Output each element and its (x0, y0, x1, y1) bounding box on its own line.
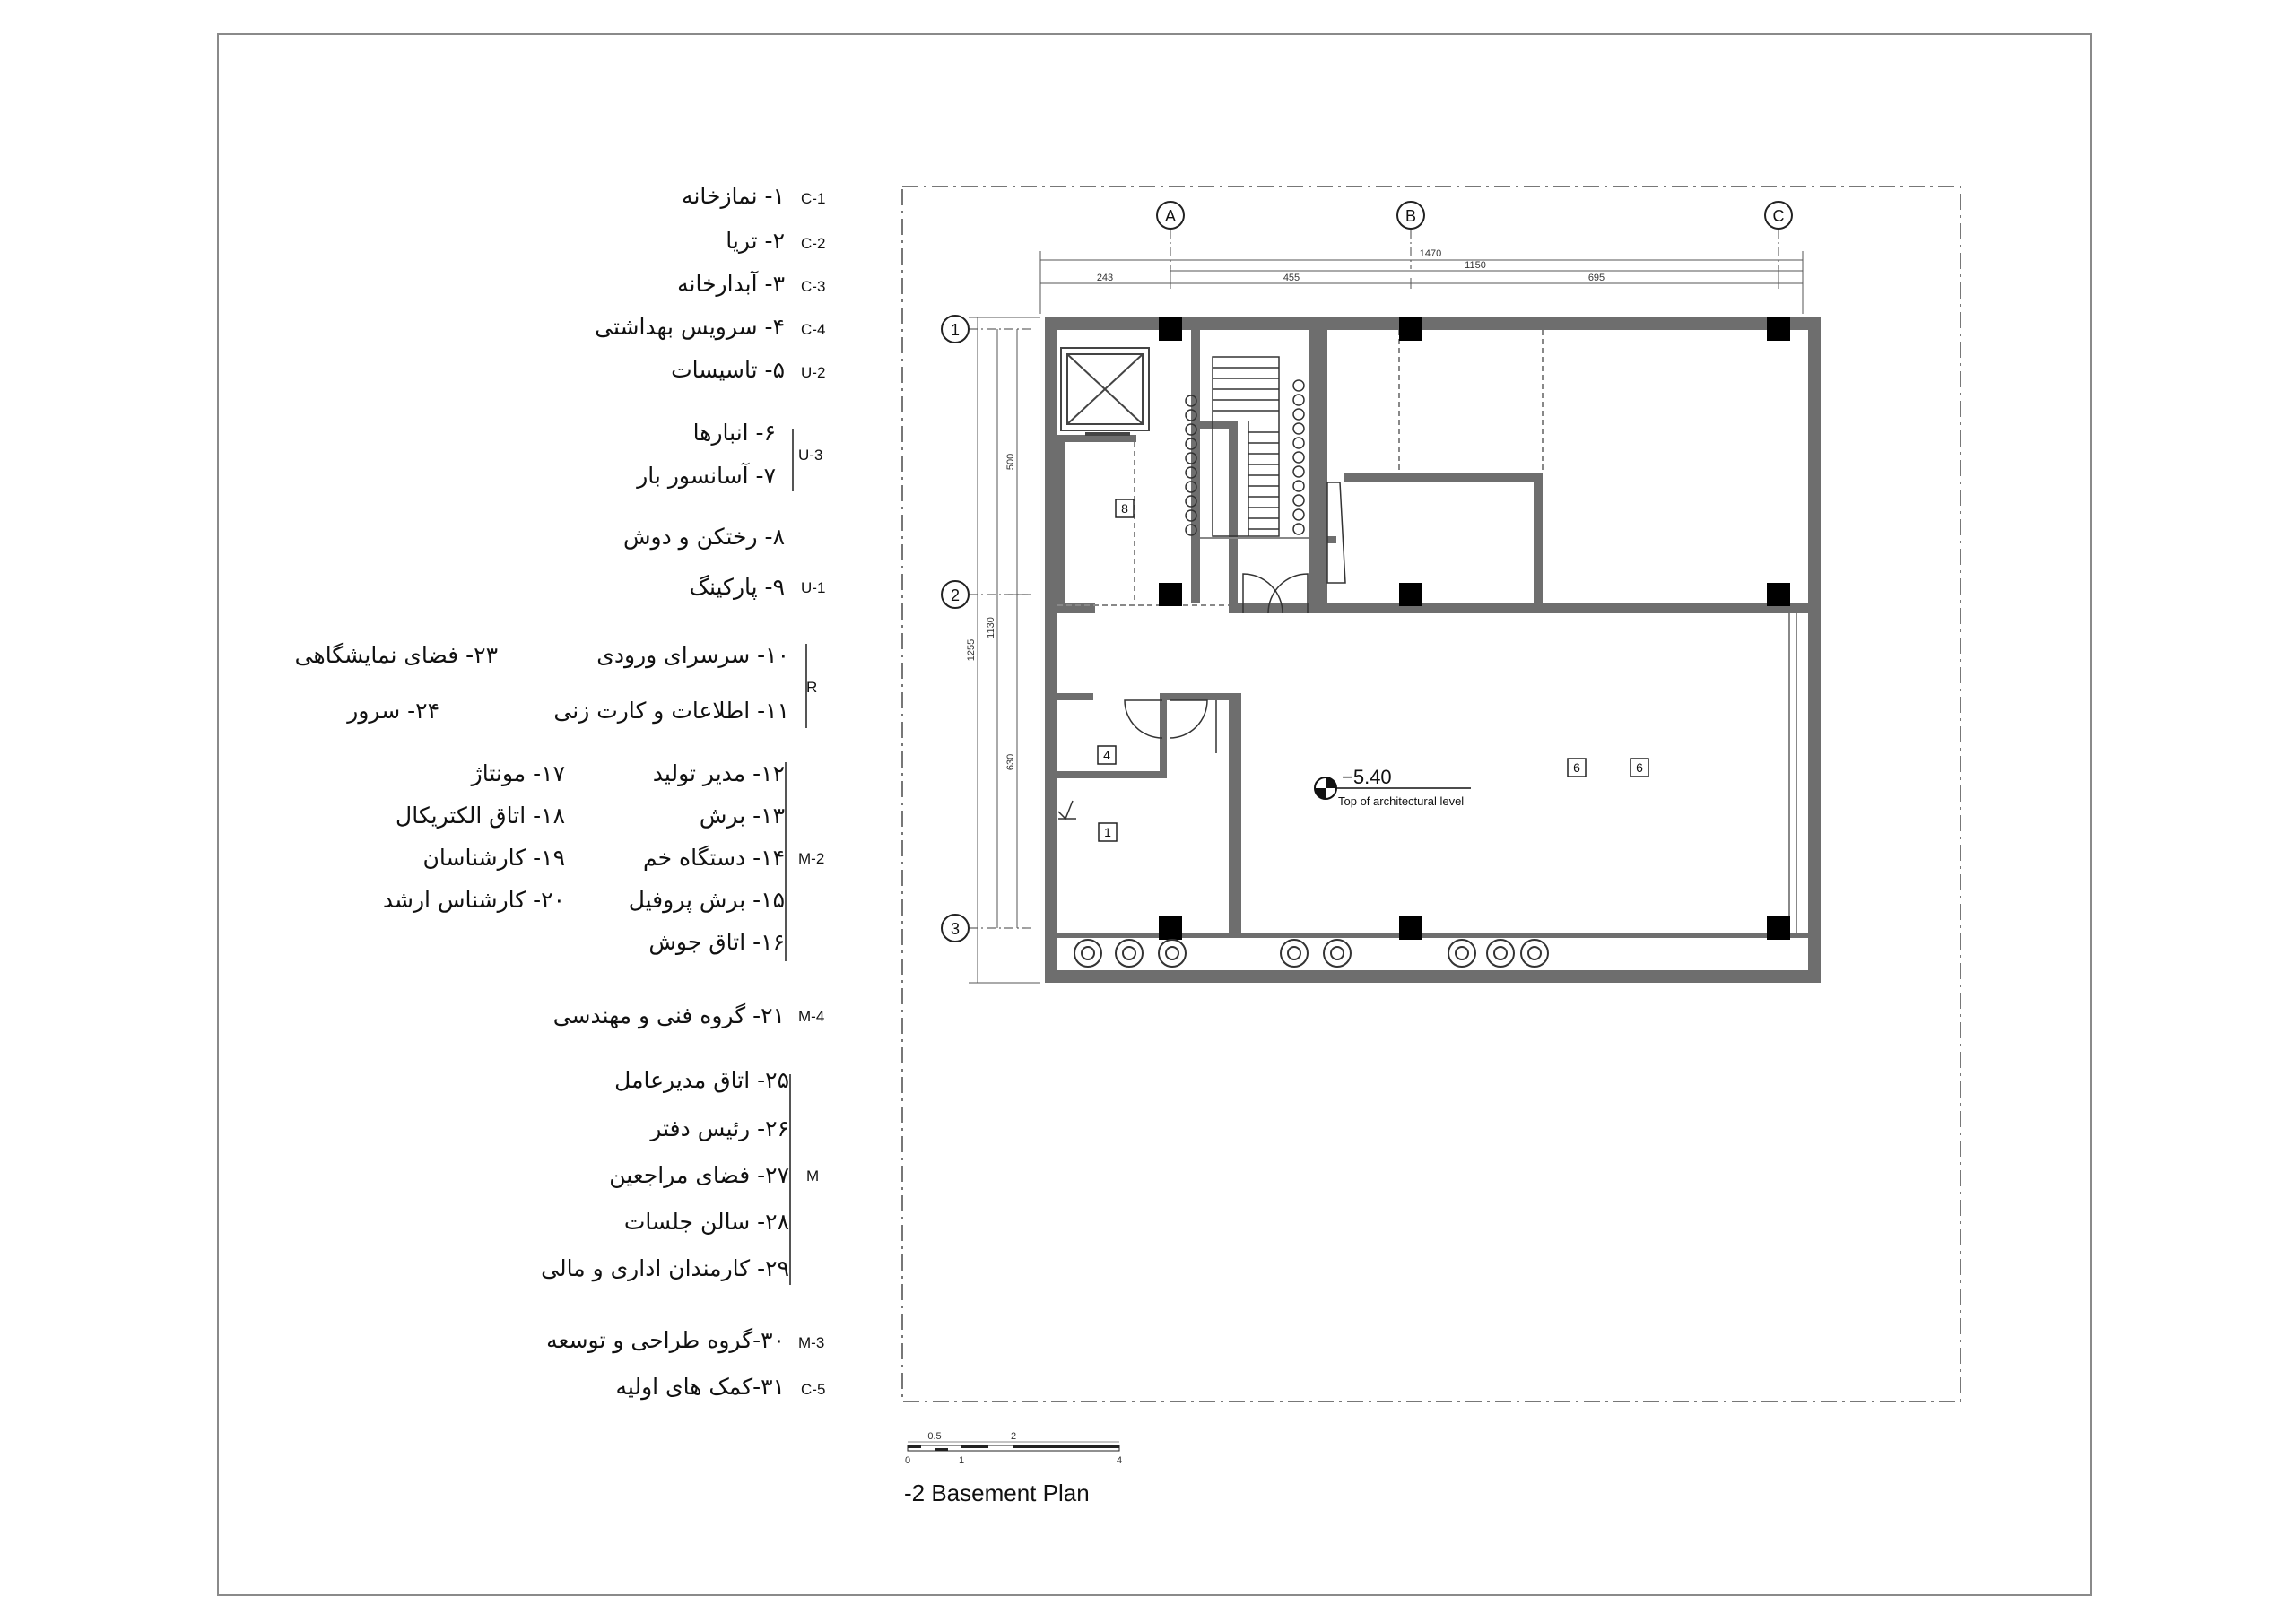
legend-code: U-3 (798, 447, 823, 464)
scale-label: 2 (1010, 1431, 1017, 1442)
dimension-label: 1255 (966, 638, 977, 662)
legend-item: ۶- انبارها (692, 420, 776, 446)
legend-item: ۲۳- فضای نمایشگاهی (294, 642, 498, 668)
dimension-label: 1150 (1465, 260, 1486, 271)
grid-label-column: B (1405, 207, 1417, 225)
legend-item: ۱۷- مونتاژ (471, 760, 565, 786)
legend-code: U-1 (801, 579, 826, 596)
legend-item: ۲۸- سالن جلسات (623, 1209, 789, 1235)
legend-item: ۱۵- برش پروفیل (628, 887, 785, 913)
legend-item: ۱۶- اتاق جوش (648, 929, 785, 955)
partitions (1057, 330, 1796, 933)
dimension-label: 1130 (986, 617, 996, 638)
dimension-label: 455 (1283, 273, 1300, 283)
legend-item: ۸- رختکن و دوش (622, 524, 785, 550)
legend-item: ۳۰-گروه طراحی و توسعه (546, 1327, 785, 1353)
legend-code: M-4 (798, 1008, 825, 1025)
legend-item: ۷- آسانسور بار (637, 463, 776, 489)
legend-item: ۲۰- کارشناس ارشد (382, 887, 565, 913)
dimension-label: 243 (1096, 273, 1114, 283)
dimension-label: 630 (1005, 753, 1016, 771)
legend-item: ۲۶- رئیس دفتر (650, 1115, 789, 1141)
legend-item: ۳- آبدارخانه (677, 271, 785, 297)
grid-label-row: 1 (950, 321, 961, 339)
legend-item: ۲۷- فضای مراجعین (609, 1162, 789, 1188)
level-marker (1315, 766, 1471, 808)
legend-code: C-3 (801, 278, 826, 295)
legend-code: C-4 (801, 321, 826, 338)
legend-item: ۱- نمازخانه (682, 183, 785, 209)
scale-label: 4 (1116, 1455, 1123, 1466)
walls (1045, 317, 1821, 983)
legend-code: U-2 (801, 364, 826, 381)
legend-item: ۲۴- سرور (347, 698, 439, 724)
grid-label-column: C (1772, 207, 1785, 225)
legend-item: ۹- پارکینگ (689, 574, 785, 600)
level-value: −5.40 (1342, 766, 1392, 788)
legend-item: ۳۱-کمک های اولیه (615, 1374, 785, 1400)
room-tags (1098, 499, 1648, 841)
scale-label: 0 (904, 1455, 911, 1466)
plan-title: -2 Basement Plan (904, 1480, 1090, 1506)
room-tag-label: 8 (1121, 501, 1128, 516)
room-tag-label: 4 (1103, 748, 1110, 762)
legend-item: ۲۱- گروه فنی و مهندسی (552, 1002, 785, 1028)
legend-code: M (806, 1167, 820, 1185)
scale-label: 0.5 (927, 1431, 942, 1442)
grid-lines (969, 230, 1779, 928)
grid-label-column: A (1164, 207, 1177, 225)
dimension-lines-top (1040, 251, 1803, 314)
level-note: Top of architectural level (1338, 794, 1465, 808)
legend-item: ۲۵- اتاق مدیرعامل (614, 1067, 789, 1093)
dimension-label: 695 (1587, 273, 1605, 283)
room-tag-label: 6 (1573, 760, 1580, 775)
elevator-shaft (1061, 348, 1149, 434)
legend-item: ۱۹- کارشناسان (422, 845, 565, 871)
grid-bubbles (942, 202, 1792, 942)
legend-code: M-3 (798, 1334, 825, 1351)
legend-item: ۱۳- برش (699, 803, 785, 829)
legend-item: ۱۲- مدیر تولید (652, 760, 785, 786)
legend-item: ۵- تاسیسات (671, 357, 785, 383)
dimension-label: 500 (1005, 453, 1016, 471)
legend-item: ۲۹- کارمندان اداری و مالی (541, 1255, 789, 1281)
grid-label-row: 3 (950, 920, 961, 938)
legend-code: C-2 (801, 235, 826, 252)
legend-item: ۴- سرویس بهداشتی (595, 314, 785, 340)
symbol-mark (1058, 801, 1076, 819)
legend-item: ۱۰- سرسرای ورودی (596, 642, 789, 668)
legend-code: C-1 (801, 190, 826, 207)
scale-bar (905, 1431, 1122, 1466)
legend-code: R (806, 679, 818, 696)
room-tag-label: 6 (1636, 760, 1643, 775)
legend-code: C-5 (801, 1381, 826, 1398)
planters (1074, 940, 1548, 967)
legend-item: ۱۸- اتاق الکتریکال (396, 803, 565, 829)
room-tag-label: 1 (1104, 825, 1111, 839)
stair-step-markers (1186, 380, 1304, 535)
dimension-lines-left (969, 317, 1040, 983)
dimension-label: 1470 (1419, 248, 1442, 259)
legend-code: M-2 (798, 850, 825, 867)
legend-item: ۱۴- دستگاه خم (642, 845, 785, 871)
grid-label-row: 2 (950, 586, 961, 604)
legend-item: ۱۱- اطلاعات و کارت زنی (553, 698, 789, 724)
legend-item: ۲- تریا (726, 228, 785, 254)
scale-label: 1 (958, 1455, 965, 1466)
stair (1213, 357, 1279, 536)
